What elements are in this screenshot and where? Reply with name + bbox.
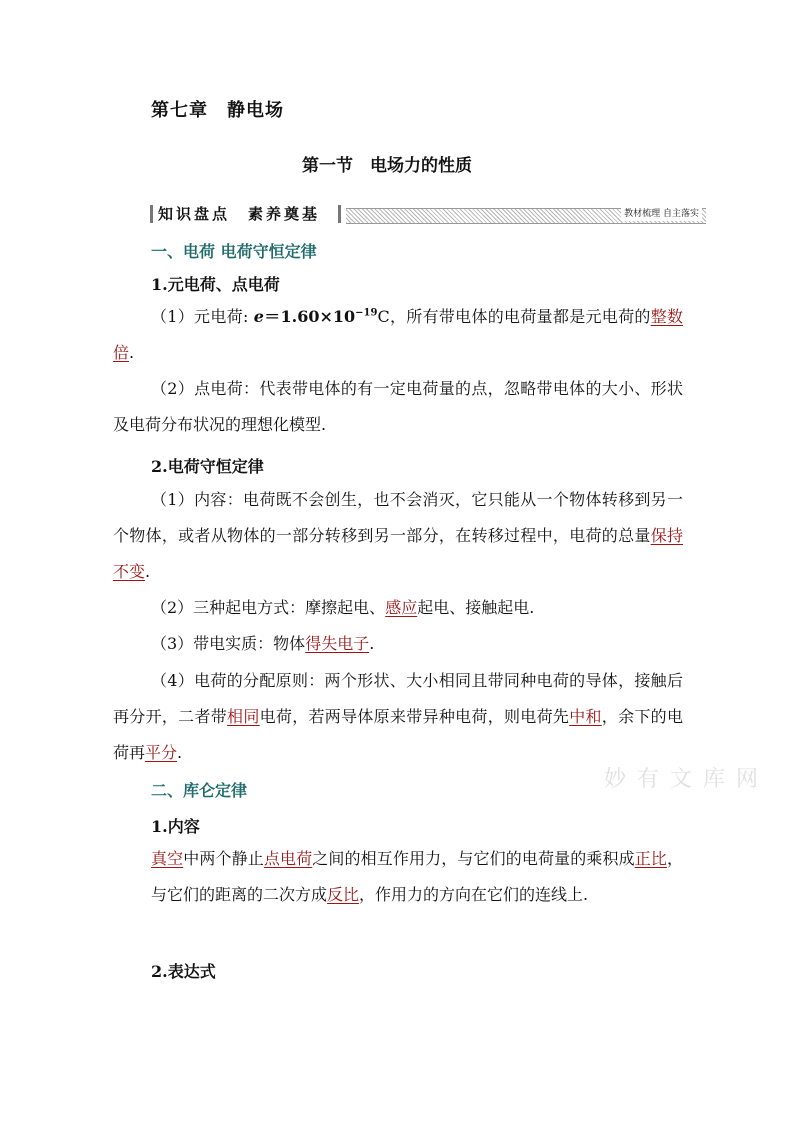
paragraph-charging-methods: [113, 590, 683, 626]
watermark: 妙 有 文 库 网: [604, 767, 760, 792]
paragraph-elementary-charge: [113, 299, 683, 371]
answer-blank: 相同: [227, 707, 260, 726]
text-segment: .: [177, 743, 183, 762]
banner-label: 知识盘点 素养奠基: [158, 205, 321, 223]
paragraph-charge-distribution: [113, 663, 683, 771]
text-segment: ，作用力的方向在它们的连线上.: [359, 885, 589, 904]
answer-blank: 点电荷: [263, 849, 313, 868]
symbol-e: e: [253, 307, 264, 326]
answer-blank: 保持不变: [113, 526, 683, 581]
answer-blank: 正比: [634, 849, 667, 868]
subheading-content: 1.内容: [151, 817, 200, 836]
answer-blank: 真空: [151, 849, 184, 868]
text-segment: 中两个静止: [183, 849, 264, 868]
text-segment: （1）内容：电荷既不会创生，也不会消灭，它只能从一个物体转移到另一个物体，或者从物体的一部分转移到另一部分，在转移过程中，电荷的总量: [113, 490, 683, 545]
heading-coulombs-law: 二、库仑定律: [151, 781, 248, 800]
text-segment: （2）三种起电方式：摩擦起电、: [151, 598, 386, 617]
text-segment: .: [145, 562, 151, 581]
text-segment: 之间的相互作用力，与它们的电荷量的乘积成: [312, 849, 635, 868]
text-segment: ，与它们的距离的二次方成: [151, 849, 683, 904]
heading-charge-conservation: 一、电荷 电荷守恒定律: [151, 242, 317, 261]
banner-left-bar: [150, 205, 153, 223]
text-segment: 起电、接触起电.: [417, 598, 535, 617]
text-segment: C，所有带电体的电荷量都是元电荷的: [377, 307, 651, 326]
text-segment: （3）带电实质：物体: [151, 634, 306, 653]
chapter-title: 第七章 静电场: [151, 100, 284, 121]
paragraph-coulomb-content: [151, 841, 683, 913]
text-segment: （4）电荷的分配原则：两个形状、大小相同且带同种电荷的导体，接触后再分开，二者带: [113, 671, 683, 726]
paragraph-charging-essence: [113, 626, 683, 662]
answer-blank: 平分: [145, 743, 178, 762]
text-segment: （1）元电荷:: [151, 307, 249, 326]
subheading-charge-conservation: 2.电荷守恒定律: [151, 457, 264, 476]
paragraph-conservation-content: [113, 482, 683, 590]
paragraph-point-charge: （2）点电荷：代表带电体的有一定电荷量的点，忽略带电体的大小、形状及电荷分布状况的理想化模型.: [113, 379, 683, 434]
text-segment: ＝1.60×10: [263, 307, 356, 326]
text-segment: ，余下的电荷再: [113, 707, 683, 762]
text-segment: .: [369, 634, 375, 653]
subheading-expression: 2.表达式: [151, 962, 216, 981]
exponent: −19: [355, 307, 378, 319]
section-title: 第一节 电场力的性质: [302, 156, 472, 176]
banner-divider-bar: [338, 205, 341, 223]
answer-blank: 整数倍: [113, 307, 683, 362]
answer-blank: 感应: [385, 598, 418, 617]
answer-blank: 反比: [327, 885, 360, 904]
subheading-elementary-charge: 1.元电荷、点电荷: [151, 275, 280, 294]
answer-blank: 得失电子: [305, 634, 370, 653]
banner-tagline: 教材梳理 自主落实: [621, 207, 702, 221]
answer-blank: 中和: [569, 707, 602, 726]
text-segment: .: [129, 343, 135, 362]
section-banner: [150, 203, 706, 225]
text-segment: 电荷，若两导体原来带异种电荷，则电荷先: [259, 707, 570, 726]
